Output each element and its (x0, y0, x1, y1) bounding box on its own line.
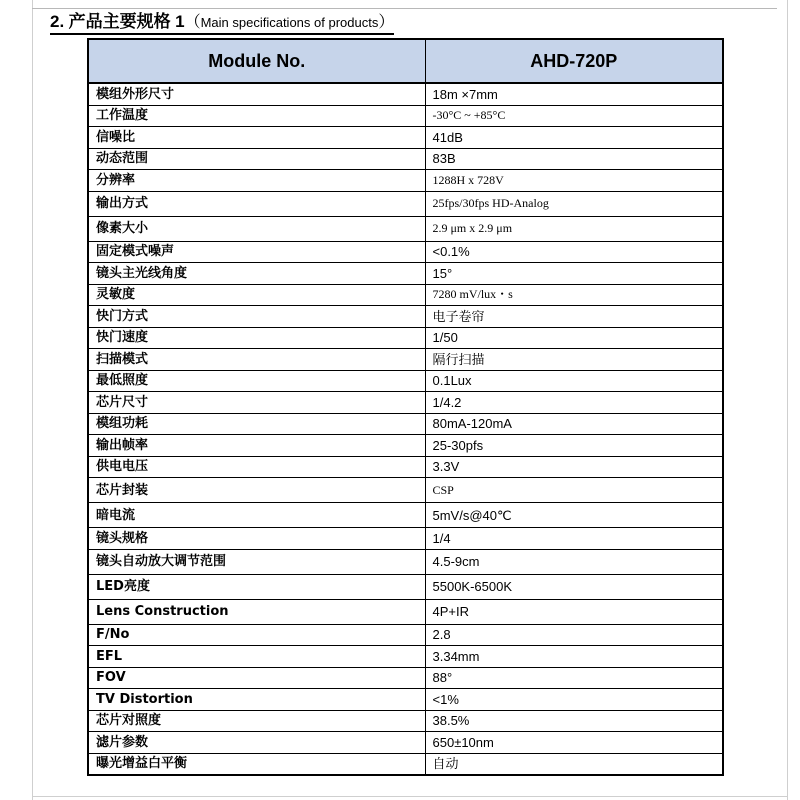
close-paren: ） (378, 14, 395, 31)
section-title-zh: 产品主要规格 (68, 12, 171, 32)
spec-label: 曝光增益白平衡 (88, 753, 425, 775)
spec-value: 1/4 (425, 528, 723, 550)
spec-label: 输出帧率 (88, 435, 425, 457)
section-title-en: Main specifications of products (200, 15, 379, 30)
table-row (88, 105, 723, 127)
table-row (88, 392, 723, 414)
table-row (88, 574, 723, 599)
spec-value: <1% (425, 689, 723, 711)
spec-value: CSP (425, 478, 723, 503)
spec-value: 2.9 μm x 2.9 μm (425, 216, 723, 241)
table-row (88, 170, 723, 192)
top-rule (32, 8, 777, 9)
spec-value: 电子卷帘 (425, 306, 723, 328)
spec-value: 自动 (425, 753, 723, 775)
header-module-no: Module No. (88, 39, 425, 83)
spec-value: 650±10nm (425, 732, 723, 754)
spec-label: 镜头自动放大调节范围 (88, 549, 425, 574)
table-row (88, 191, 723, 216)
spec-value: 83B (425, 148, 723, 170)
table-row (88, 624, 723, 646)
table-row (88, 667, 723, 689)
section-index: 1 (175, 12, 185, 31)
spec-value: 7280 mV/lux・s (425, 284, 723, 306)
spec-value: 15° (425, 263, 723, 285)
spec-label: 信噪比 (88, 127, 425, 149)
spec-value: 25fps/30fps HD-Analog (425, 191, 723, 216)
spec-label: 镜头规格 (88, 528, 425, 550)
spec-table (87, 38, 724, 776)
spec-label: TV Distortion (88, 689, 425, 711)
bottom-rule (32, 796, 788, 797)
header-model: AHD-720P (425, 39, 723, 83)
table-row (88, 241, 723, 263)
table-row (88, 503, 723, 528)
spec-label: 快门方式 (88, 306, 425, 328)
spec-value: 3.3V (425, 456, 723, 478)
spec-value: 5500K-6500K (425, 574, 723, 599)
spec-label: 供电电压 (88, 456, 425, 478)
open-paren: （ (184, 14, 201, 31)
spec-label: 分辨率 (88, 170, 425, 192)
spec-label: 镜头主光线角度 (88, 263, 425, 285)
spec-value: 4P+IR (425, 599, 723, 624)
table-row (88, 349, 723, 371)
section-number: 2. (50, 12, 65, 31)
spec-value: -30°C ~ +85°C (425, 105, 723, 127)
spec-value: 25-30pfs (425, 435, 723, 457)
spec-label: 固定模式噪声 (88, 241, 425, 263)
table-row (88, 263, 723, 285)
spec-value: 5mV/s@40℃ (425, 503, 723, 528)
table-row (88, 599, 723, 624)
table-row (88, 732, 723, 754)
table-row (88, 689, 723, 711)
table-row (88, 549, 723, 574)
table-row (88, 370, 723, 392)
table-row (88, 710, 723, 732)
table-row (88, 528, 723, 550)
spec-value: 1288H x 728V (425, 170, 723, 192)
spec-label: 模组外形尺寸 (88, 83, 425, 105)
spec-value: 88° (425, 667, 723, 689)
spec-value: 41dB (425, 127, 723, 149)
spec-value: <0.1% (425, 241, 723, 263)
spec-value: 0.1Lux (425, 370, 723, 392)
spec-label: 工作温度 (88, 105, 425, 127)
table-row (88, 148, 723, 170)
spec-label: LED亮度 (88, 574, 425, 599)
section-heading (50, 11, 394, 35)
spec-label: 输出方式 (88, 191, 425, 216)
table-row (88, 216, 723, 241)
table-row (88, 306, 723, 328)
spec-label: FOV (88, 667, 425, 689)
spec-label: 扫描模式 (88, 349, 425, 371)
spec-label: 最低照度 (88, 370, 425, 392)
spec-value: 1/4.2 (425, 392, 723, 414)
spec-label: 暗电流 (88, 503, 425, 528)
spec-value: 2.8 (425, 624, 723, 646)
spec-value: 3.34mm (425, 646, 723, 668)
table-header-row (88, 39, 723, 83)
spec-label: 模组功耗 (88, 413, 425, 435)
spec-label: 像素大小 (88, 216, 425, 241)
table-row (88, 83, 723, 105)
spec-value: 18m ×7mm (425, 83, 723, 105)
spec-value: 1/50 (425, 327, 723, 349)
table-row (88, 753, 723, 775)
spec-label: 芯片尺寸 (88, 392, 425, 414)
spec-label: 滤片参数 (88, 732, 425, 754)
table-row (88, 478, 723, 503)
spec-label: 快门速度 (88, 327, 425, 349)
table-row (88, 327, 723, 349)
spec-label: 灵敏度 (88, 284, 425, 306)
spec-label: 动态范围 (88, 148, 425, 170)
spec-value: 80mA-120mA (425, 413, 723, 435)
spec-label: 芯片对照度 (88, 710, 425, 732)
spec-label: 芯片封装 (88, 478, 425, 503)
spec-label: F/No (88, 624, 425, 646)
spec-value: 4.5-9cm (425, 549, 723, 574)
spec-value: 隔行扫描 (425, 349, 723, 371)
spec-label: Lens Construction (88, 599, 425, 624)
spec-value: 38.5% (425, 710, 723, 732)
table-row (88, 284, 723, 306)
table-row (88, 646, 723, 668)
table-row (88, 456, 723, 478)
table-row (88, 413, 723, 435)
table-row (88, 435, 723, 457)
spec-label: EFL (88, 646, 425, 668)
table-row (88, 127, 723, 149)
